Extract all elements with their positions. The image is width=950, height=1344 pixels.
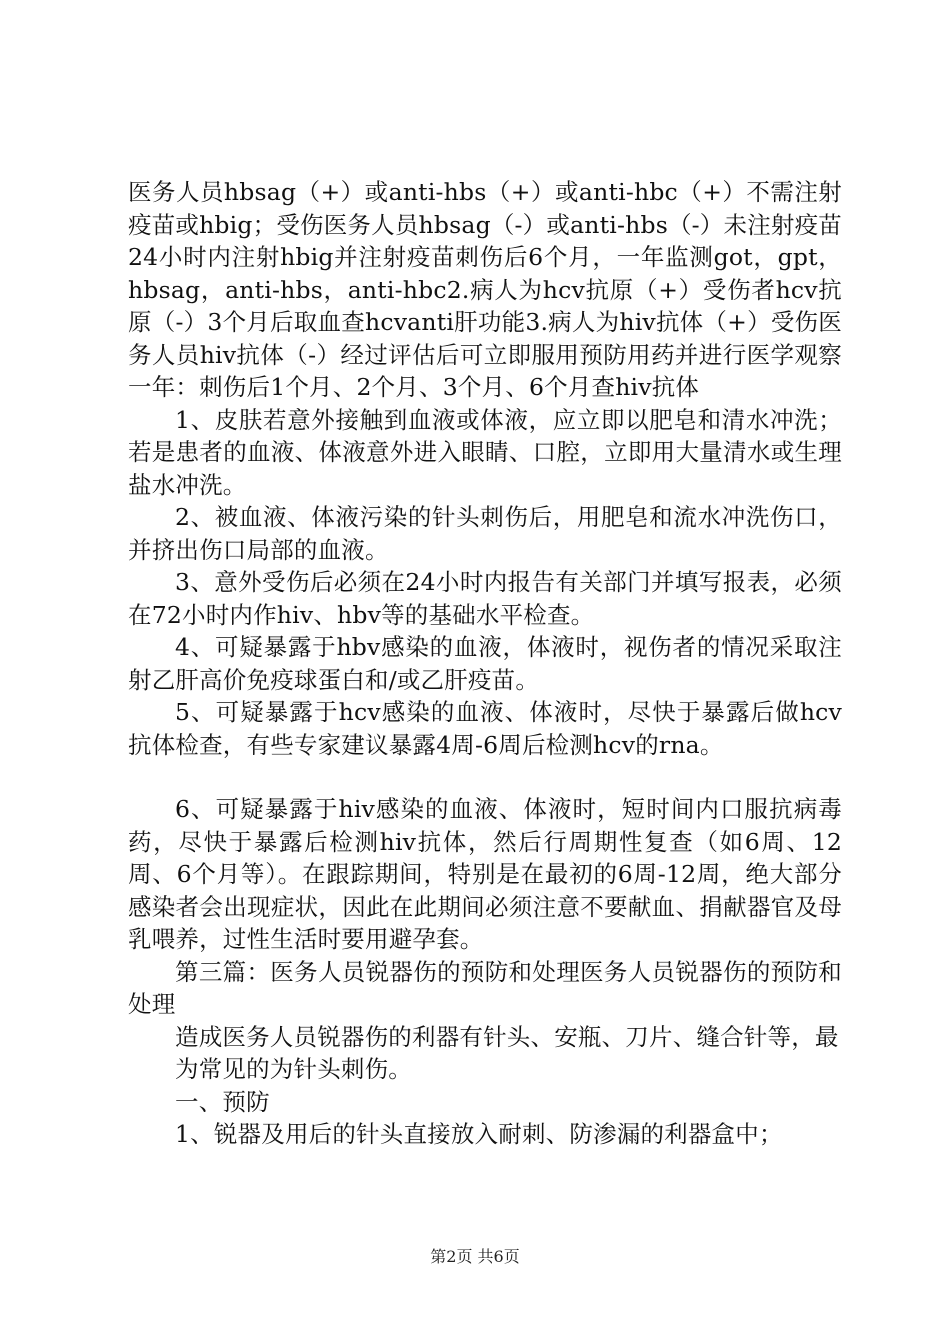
paragraph-continuation: 医务人员hbsag（+）或anti-hbs（+）或anti-hbc（+）不需注射疫苗或hbig；受伤医务人员hbsag（-）或anti-hbs（-）未注射疫苗24小时内注射hbig并注射疫苗刺伤后6个月，一年监测got，gpt，hbsag，anti-hbs，anti-hbc2.病人为hcv抗原（+）受伤者hcv抗原（-）3个月后取血查hcvanti肝功能3.病人为hiv抗体（+）受伤医务人员hiv抗体（-）经过评估后可立即服用预防用药并进行医学观察一年：刺伤后1个月、2个月、3个月、6个月查hiv抗体	[128, 178, 842, 401]
subheading-prevention: 一、预防	[175, 1087, 270, 1116]
paragraph-step-5: 5、可疑暴露于hcv感染的血液、体液时，尽快于暴露后做hcv抗体检查，有些专家建议暴露4周-6周后检测hcv的rna。	[128, 698, 842, 759]
paragraph-gap	[128, 761, 842, 793]
document-body	[128, 176, 842, 1151]
page-footer: 第2页 共6页	[430, 1247, 520, 1266]
paragraph-step-2: 2、被血液、体液污染的针头刺伤后，用肥皂和流水冲洗伤口，并挤出伤口局部的血液。	[128, 503, 842, 564]
paragraph-step-6: 6、可疑暴露于hiv感染的血液、体液时，短时间内口服抗病毒药，尽快于暴露后检测hiv抗体，然后行周期性复查（如6周、12周、6个月等）。在跟踪期间，特别是在最初的6周-12周，绝大部分感染者会出现症状，因此在此期间必须注意不要献血、捐献器官及母乳喂养，过性生活时要用避孕套。	[128, 795, 842, 953]
paragraph-step-4: 4、可疑暴露于hbv感染的血液，体液时，视伤者的情况采取注射乙肝高价免疫球蛋白和/或乙肝疫苗。	[128, 633, 842, 694]
paragraph-prevention-1: 1、锐器及用后的针头直接放入耐刺、防渗漏的利器盒中；	[175, 1120, 783, 1148]
section-heading: 第三篇：医务人员锐器伤的预防和处理医务人员锐器伤的预防和处理	[128, 957, 842, 1018]
paragraph-step-1: 1、皮肤若意外接触到血液或体液，应立即以肥皂和清水冲洗；若是患者的血液、体液意外进入眼睛、口腔，立即用大量清水或生理盐水冲洗。	[128, 405, 842, 499]
paragraph-step-3: 3、意外受伤后必须在24小时内报告有关部门并填写报表，必须在72小时内作hiv、hbv等的基础水平检查。	[128, 568, 842, 629]
paragraph-intro-cont: 为常见的为针头刺伤。	[175, 1055, 412, 1083]
paragraph-intro: 造成医务人员锐器伤的利器有针头、安瓶、刀片、缝合针等，最	[175, 1022, 839, 1051]
